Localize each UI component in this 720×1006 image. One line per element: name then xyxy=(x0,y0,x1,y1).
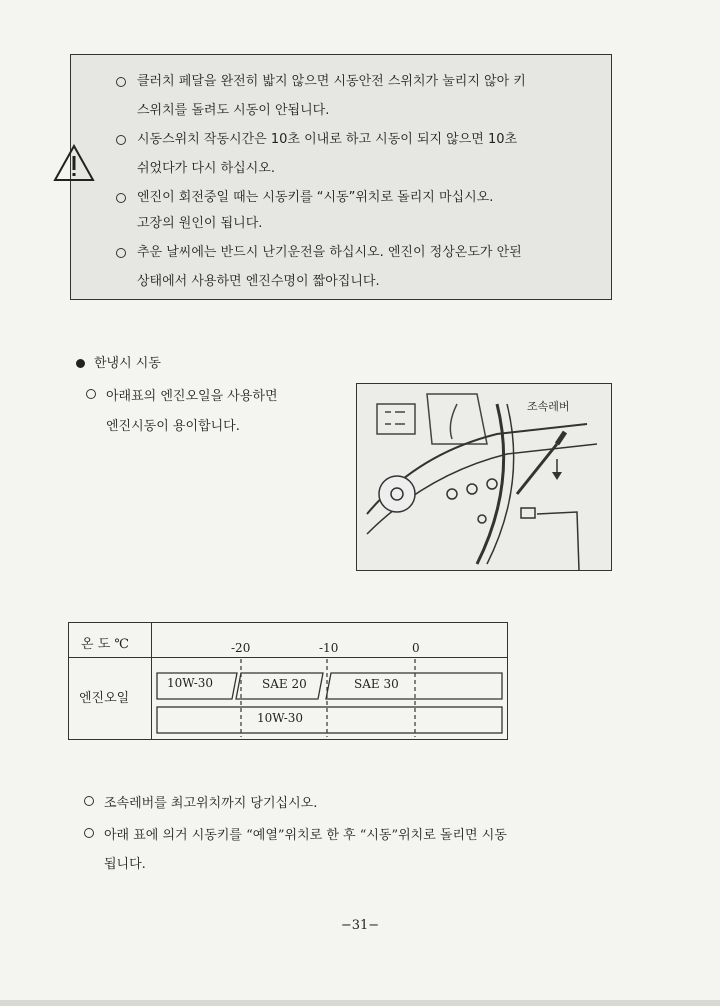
warning-triangle-icon xyxy=(53,144,95,182)
instruction-1: 조속레버를 최고위치까지 당기십시오. xyxy=(104,796,318,811)
intro-line-2: 엔진시동이 용이합니다. xyxy=(106,419,240,434)
temperature-label: 온 도 ℃ xyxy=(81,637,129,652)
grade-sae20: SAE 20 xyxy=(262,677,307,691)
governor-lever-label: 조속레버 xyxy=(527,400,570,413)
section-heading xyxy=(76,352,161,371)
page-number: −31− xyxy=(340,918,380,933)
grade-10w30-cold: 10W-30 xyxy=(167,676,214,690)
grade-10w30-all: 10W-30 xyxy=(257,711,304,725)
engine-oil-table xyxy=(68,622,508,740)
warning-item-1-line1: 클러치 페달을 완전히 밟지 않으면 시동안전 스위치가 눌리지 않아 키 xyxy=(137,74,526,89)
warning-bullet xyxy=(116,193,126,203)
warning-item-1-line2: 스위치를 돌려도 시동이 안됩니다. xyxy=(137,103,330,118)
warning-bullet xyxy=(116,135,126,145)
warning-bullet xyxy=(116,77,126,87)
warning-item-3-line1: 엔진이 회전중일 때는 시동키를 “시동”위치로 돌리지 마십시오. xyxy=(137,190,494,205)
tick-minus-20: -20 xyxy=(231,641,251,655)
instruction-2-cont: 됩니다. xyxy=(104,857,146,872)
filled-bullet-icon xyxy=(76,359,85,368)
section-title: 한냉시 시동 xyxy=(94,356,161,371)
grade-sae30: SAE 30 xyxy=(354,677,399,691)
instruction-2: 아래 표에 의거 시동키를 “예열”위치로 한 후 “시동”위치로 돌리면 시동 xyxy=(104,828,507,843)
intro-line-1: 아래표의 엔진오일을 사용하면 xyxy=(106,389,278,404)
warning-item-4-line1: 추운 날씨에는 반드시 난기운전을 하십시오. 엔진이 정상온도가 안된 xyxy=(137,245,522,260)
tick-zero: 0 xyxy=(412,641,420,655)
engine-oil-label: 엔진오일 xyxy=(79,691,130,706)
warning-item-3-line2: 고장의 원인이 됩니다. xyxy=(137,216,263,231)
warning-item-2-line1: 시동스위치 작동시간은 10초 이내로 하고 시동이 되지 않으면 10초 xyxy=(137,132,518,147)
instruction-bullet xyxy=(84,828,94,838)
dashboard-illustration xyxy=(357,384,611,570)
warning-item-4-line2: 상태에서 사용하면 엔진수명이 짧아집니다. xyxy=(137,274,380,289)
warning-bullet xyxy=(116,248,126,258)
page-edge xyxy=(0,1000,720,1006)
instruction-bullet xyxy=(84,796,94,806)
warning-box xyxy=(70,54,612,300)
tick-minus-10: -10 xyxy=(319,641,339,655)
warning-item-2-line2: 쉬었다가 다시 하십시오. xyxy=(137,161,275,176)
intro-bullet xyxy=(86,389,96,399)
dashboard-photo xyxy=(356,383,612,571)
